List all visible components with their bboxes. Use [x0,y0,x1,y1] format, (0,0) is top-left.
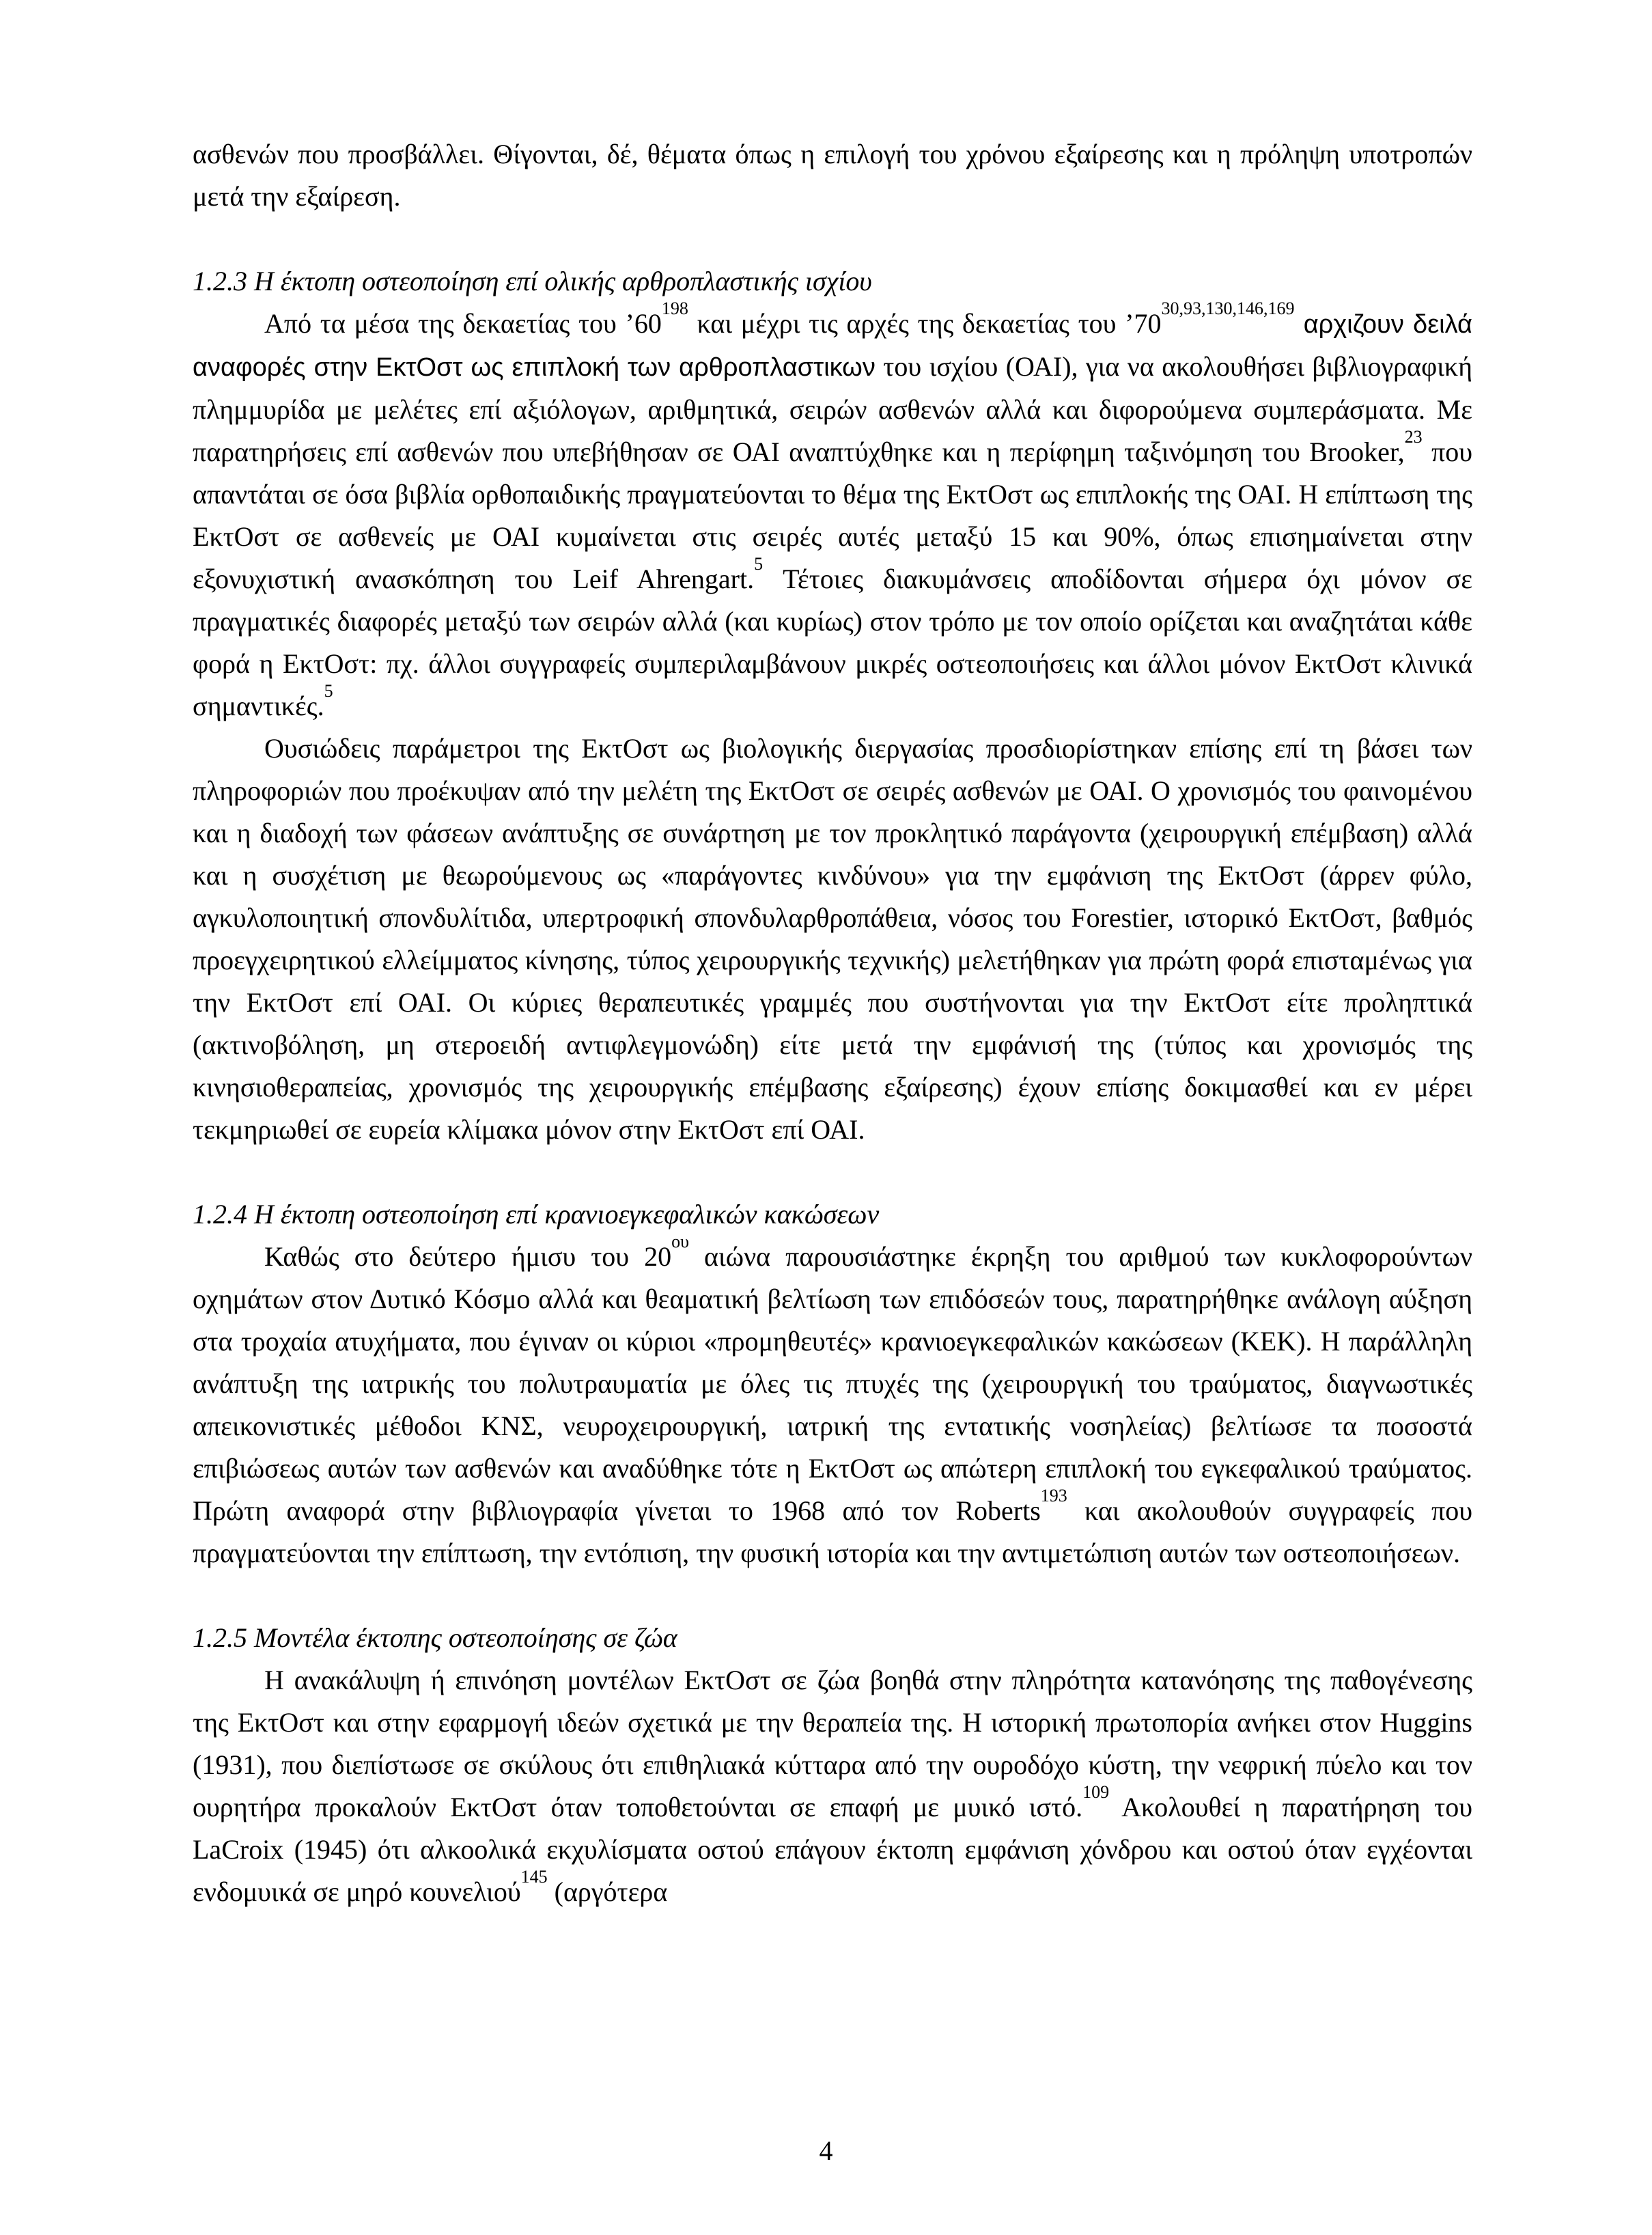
citation: 23 [1404,427,1423,447]
citation: 5 [324,681,333,701]
section-heading-1-2-4: 1.2.4 Η έκτοπη οστεοποίηση επί κρανιοεγκεφαλικών κακώσεων [193,1199,880,1230]
citation: 30,93,130,146,169 [1161,299,1295,318]
citation: 145 [520,1867,548,1887]
text-run: Με παρατηρήσεις επί ασθενών που υπεβήθησαν σε ΟΑΙ αναπτύχθηκε και η περίφημη ταξινόμηση του Brooker, [193,394,1472,467]
text-run: Ακολουθεί η παρατήρηση του LaCroix (1945) ότι αλκοολικά εκχυλίσματα οστού επάγουν έκτοπη εμφάνιση χόνδρου και οστού όταν εγχέονται ενδομυικά σε μηρό κουνελιού [193,1792,1473,1907]
paragraph-intro: ασθενών που προσβάλλει. Θίγονται, δέ, θέματα όπως η επιλογή του χρόνου εξαίρεσης και η πρόληψη υποτροπών μετά την εξαίρεση. [193,139,1472,212]
text-run: του ισχίου (ΟΑΙ), για να ακολουθήσει βιβλιογραφική πλημμυρίδα με μελέτες επί αξιόλογων, αριθμητικά, σειρών ασθενών αλλά και διφορούμενα συμπεράσματα. [193,351,1472,425]
citation: ου [671,1232,690,1251]
citation: 198 [661,299,688,318]
citation: 109 [1082,1782,1110,1802]
paragraph-animal-models [193,1659,1472,1913]
text-run: και μέχρι τις αρχές της δεκαετίας του ’70 [688,308,1162,339]
text-run: αιώνα παρουσιάστηκε έκρηξη του αριθμού των κυκλοφορούντων οχημάτων στον Δυτικό Κόσμο αλλά και θεαματική βελτίωση των επιδόσεών τους, παρατηρήθηκε ανάλογη αύξηση στα τροχαία ατυχήματα, που έγιναν οι κύριοι «προμηθευτές» κρανιοεγκεφαλικών κακώσεων (ΚΕΚ). Η παράλληλη ανάπτυξη της ιατρικής του πολυτραυματία με όλες τις πτυχές της (χειρουργική του τραύματος, διαγνωστικές απεικονιστικές μέθοδοι ΚΝΣ, νευροχειρουργική, ιατρική της εντατικής νοσηλείας) βελτίωσε τα ποσοστά επιβιώσεως αυτών των ασθενών και αναδύθηκε τότε η ΕκτΟστ ως απώτερη επιπλοκή του εγκεφαλικού τραύματος. Πρώτη αναφορά στην βιβλιογραφία γίνεται το 1968 από τον Roberts [193,1241,1472,1526]
text-run: Από τα μέσα της δεκαετίας του ’60 [264,308,662,339]
citation: 193 [1040,1486,1067,1505]
document-page [193,133,1472,1913]
section-spacer [193,1151,1472,1193]
section-spacer [193,218,1472,260]
page-number: 4 [819,2135,833,2166]
paragraph-oai-history [193,299,1473,727]
text-run: και ακολουθούν συγγραφείς που πραγματεύονται την επίπτωση, την εντόπιση, την φυσική ιστορία και την αντιμετώπιση αυτών των οστεοποιήσεων. [193,1495,1472,1568]
text-run: Καθώς στο δεύτερο ήμισυ του 20 [264,1241,672,1272]
text-run: αρχιζουν δειλά αναφορές στην ΕκτΟστ ως επιπλοκή των αρθροπλαστικων [193,310,1472,382]
text-run: που απαντάται σε όσα βιβλία ορθοπαιδικής πραγματεύονται το θέμα της ΕκτΟστ ως επιπλοκής της ΟΑΙ. Η επίπτωση της ΕκτΟστ σε ασθενείς με ΟΑΙ κυμαίνεται στις σειρές αυτές μεταξύ 15 και 90%, όπως επισημαίνεται στην εξονυχιστική ανασκόπηση του Leif Ahrengart. [193,436,1472,594]
text-run: Τέτοιες διακυμάνσεις αποδίδονται σήμερα όχι μόνον σε πραγματικές διαφορές μεταξύ των σειρών αλλά (και κυρίως) στον τρόπο με τον οποίο ορίζεται και αναζητάται κάθε φορά η ΕκτΟστ: πχ. άλλοι συγγραφείς συμπεριλαμβάνουν μικρές οστεοποιήσεις και άλλοι μόνον ΕκτΟστ κλινικά σημαντικές. [193,564,1473,721]
citation: 5 [754,554,764,574]
paragraph-oai-parameters: Ουσιώδεις παράμετροι της ΕκτΟστ ως βιολογικής διεργασίας προσδιορίστηκαν επίσης επί τη βάσει των πληροφοριών που προέκυψαν από την μελέτη της ΕκτΟστ σε σειρές ασθενών με ΟΑΙ. Ο χρονισμός του φαινομένου και η διαδοχή των φάσεων ανάπτυξης σε συνάρτηση με τον προκλητικό παράγοντα (χειρουργική επέμβαση) αλλά και η συσχέτιση με θεωρούμενους ως «παράγοντες κινδύνου» για την εμφάνιση της ΕκτΟστ (άρρεν φύλο, αγκυλοποιητική σπονδυλίτιδα, υπερτροφική σπονδυλαρθροπάθεια, νόσος του Forestier, ιστορικό ΕκτΟστ, βαθμός προεγχειρητικού ελλείμματος κίνησης, τύπος χειρουργικής τεχνικής) μελετήθηκαν για πρώτη φορά επισταμένως για την ΕκτΟστ επί ΟΑΙ. Οι κύριες θεραπευτικές γραμμές που συστήνονται για την ΕκτΟστ είτε προληπτικά (ακτινοβόληση, μη στεροειδή αντιφλεγμονώδη) είτε μετά την εμφάνισή της (τύπος και χρονισμός της κινησιοθεραπείας, χρονισμός της χειρουργικής επέμβασης εξαίρεσης) έχουν επίσης δοκιμασθεί και εν μέρει τεκμηριωθεί σε ευρεία κλίμακα μόνον στην ΕκτΟστ επί ΟΑΙ. [193,733,1472,1145]
section-spacer [193,1574,1472,1617]
section-heading-1-2-3: 1.2.3 Η έκτοπη οστεοποίηση επί ολικής αρθροπλαστικής ισχίου [193,266,872,296]
paragraph-head-injuries [193,1232,1472,1574]
text-run: Η ανακάλυψη ή επινόηση μοντέλων ΕκτΟστ σε ζώα βοηθά στην πληρότητα κατανόησης της παθογένεσης της ΕκτΟστ και στην εφαρμογή ιδεών σχετικά με την θεραπεία της. Η ιστορική πρωτοπορία ανήκει στον Huggins (1931), που διεπίστωσε σε σκύλους ότι επιθηλιακά κύτταρα από την ουροδόχο κύστη, την νεφρική πύελο και τον ουρητήρα προκαλούν ΕκτΟστ όταν τοποθετούνται σε επαφή με μυικό ιστό. [193,1665,1472,1822]
section-heading-1-2-5: 1.2.5 Μοντέλα έκτοπης οστεοποίησης σε ζώα [193,1622,677,1653]
text-run: (αργότερα [547,1876,668,1907]
